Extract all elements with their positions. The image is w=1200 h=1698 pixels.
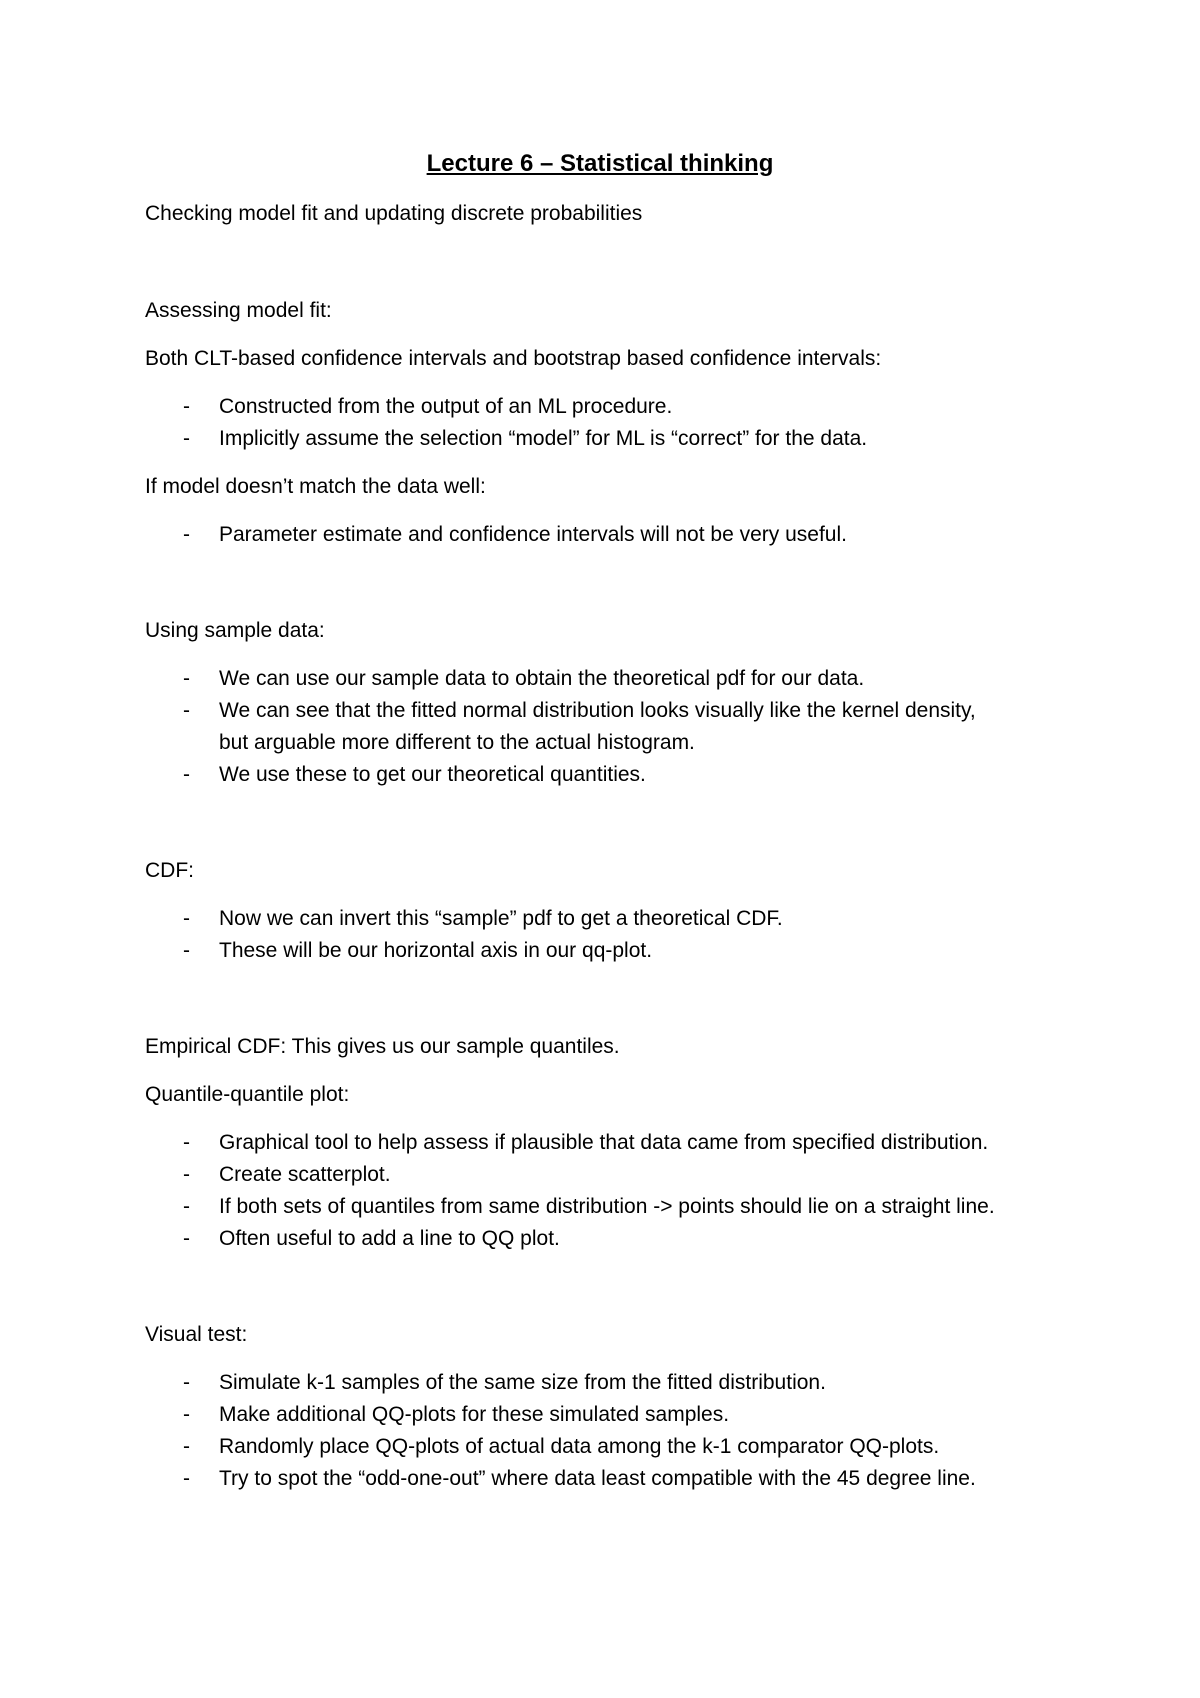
section-heading-qq: Quantile-quantile plot:	[145, 1083, 350, 1106]
list-item: Create scatterplot.	[219, 1163, 391, 1186]
list-item-continuation: but arguable more different to the actual histogram.	[219, 731, 695, 754]
bullet-dash: -	[183, 523, 190, 546]
bullet-dash: -	[183, 699, 190, 722]
page-title: Lecture 6 – Statistical thinking	[426, 150, 774, 177]
bullet-dash: -	[183, 1227, 190, 1250]
paragraph-mismatch: If model doesn’t match the data well:	[145, 475, 486, 498]
bullet-dash: -	[183, 1371, 190, 1394]
list-item: Often useful to add a line to QQ plot.	[219, 1227, 560, 1250]
list-item: We can use our sample data to obtain the theoretical pdf for our data.	[219, 667, 865, 690]
list-item: We use these to get our theoretical quantities.	[219, 763, 646, 786]
list-item: Make additional QQ-plots for these simulated samples.	[219, 1403, 730, 1426]
bullet-dash: -	[183, 1195, 190, 1218]
list-item: Parameter estimate and confidence intervals will not be very useful.	[219, 523, 847, 546]
bullet-dash: -	[183, 1467, 190, 1490]
list-item: Constructed from the output of an ML procedure.	[219, 395, 673, 418]
paragraph-empirical-cdf: Empirical CDF: This gives us our sample quantiles.	[145, 1035, 620, 1058]
section-heading-visual-test: Visual test:	[145, 1323, 248, 1346]
subtitle: Checking model fit and updating discrete probabilities	[145, 202, 643, 225]
list-item: Try to spot the “odd-one-out” where data least compatible with the 45 degree line.	[219, 1467, 976, 1490]
list-item: Implicitly assume the selection “model” for ML is “correct” for the data.	[219, 427, 868, 450]
section-heading-cdf: CDF:	[145, 859, 194, 882]
paragraph-both-ci: Both CLT-based confidence intervals and bootstrap based confidence intervals:	[145, 347, 882, 370]
list-item: If both sets of quantiles from same distribution -> points should lie on a straight line.	[219, 1195, 995, 1218]
list-item: These will be our horizontal axis in our qq-plot.	[219, 939, 653, 962]
bullet-dash: -	[183, 1403, 190, 1426]
bullet-dash: -	[183, 1131, 190, 1154]
bullet-dash: -	[183, 395, 190, 418]
list-item: Randomly place QQ-plots of actual data among the k-1 comparator QQ-plots.	[219, 1435, 940, 1458]
section-heading-assessing: Assessing model fit:	[145, 299, 332, 322]
bullet-dash: -	[183, 763, 190, 786]
bullet-dash: -	[183, 907, 190, 930]
list-item: Simulate k-1 samples of the same size from the fitted distribution.	[219, 1371, 826, 1394]
bullet-dash: -	[183, 1163, 190, 1186]
list-item: We can see that the fitted normal distribution looks visually like the kernel density,	[219, 699, 976, 722]
bullet-dash: -	[183, 1435, 190, 1458]
section-heading-sample: Using sample data:	[145, 619, 325, 642]
bullet-dash: -	[183, 667, 190, 690]
list-item: Now we can invert this “sample” pdf to get a theoretical CDF.	[219, 907, 783, 930]
bullet-dash: -	[183, 427, 190, 450]
list-item: Graphical tool to help assess if plausible that data came from specified distribution.	[219, 1131, 989, 1154]
bullet-dash: -	[183, 939, 190, 962]
